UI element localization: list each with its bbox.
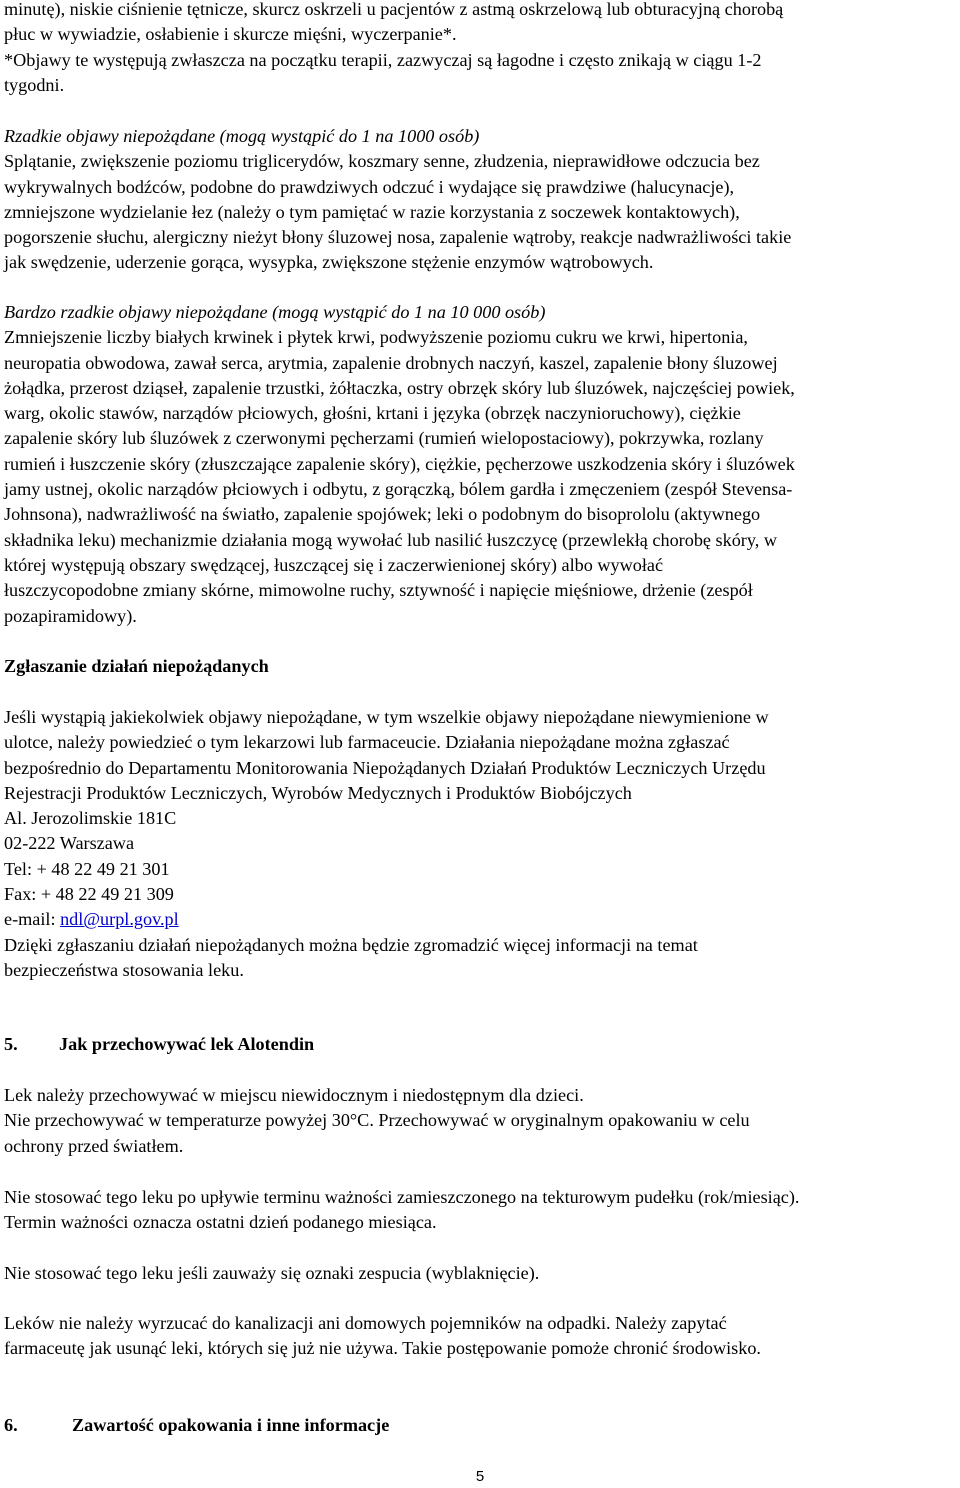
text-line: żołądka, przerost dziąseł, zapalenie trzustki, żółtaczka, ostry obrzęk skóry lub śluzówek, najczęściej powiek, bbox=[4, 377, 795, 398]
section-title: Zawartość opakowania i inne informacje bbox=[72, 1415, 390, 1435]
text-line: płuc w wywiadzie, osłabienie i skurcze mięśni, wyczerpanie*. bbox=[4, 24, 457, 45]
text-line: Leków nie należy wyrzucać do kanalizacji ani domowych pojemników na odpadki. Należy zapytać bbox=[4, 1313, 727, 1333]
text-line: łuszczycopodobne zmiany skórne, mimowolne ruchy, sztywność i napięcie mięśniowe, drżenie (zespół bbox=[4, 580, 753, 601]
text-line: Splątanie, zwiększenie poziomu triglicerydów, koszmary senne, złudzenia, nieprawidłowe odczucia bez bbox=[4, 151, 760, 172]
intro-continuation bbox=[4, 0, 783, 98]
text-line: minutę), niskie ciśnienie tętnicze, skurcz oskrzeli u pacjentów z astmą oskrzelową lub obturacyjną chorobą bbox=[4, 0, 784, 19]
email-line bbox=[4, 907, 769, 932]
text-line: Termin ważności oznacza ostatni dzień podanego miesiąca. bbox=[4, 1212, 437, 1233]
text-line: Nie przechowywać w temperaturze powyżej 30°C. Przechowywać w oryginalnym opakowaniu w celu bbox=[4, 1110, 750, 1131]
text-line: wykrywalnych bodźców, podobne do prawdziwych odczuć i wydające się prawdziwe (halucynacje), bbox=[4, 176, 735, 197]
storage-paragraph-3 bbox=[4, 1261, 539, 1286]
text-line: neuropatia obwodowa, zawał serca, arytmia, zapalenie drobnych naczyń, kaszel, zapalenie błony śluzowej bbox=[4, 352, 778, 373]
section-6-heading bbox=[4, 1413, 389, 1438]
text-line: Rejestracji Produktów Leczniczych, Wyrobów Medycznych i Produktów Biobójczych bbox=[4, 782, 632, 803]
phone-line: Tel: + 48 22 49 21 301 bbox=[4, 858, 170, 879]
storage-paragraph-2 bbox=[4, 1185, 799, 1236]
text-line: jamy ustnej, okolic narządów płciowych i odbytu, z gorączką, bólem gardła i zmęczeniem (zespół Stevensa- bbox=[4, 479, 793, 500]
text-line: Lek należy przechowywać w miejscu niewidocznym i niedostępnym dla dzieci. bbox=[4, 1085, 584, 1105]
text-line: *Objawy te występują zwłaszcza na początku terapii, zazwyczaj są łagodne i często znikają w ciągu 1-2 bbox=[4, 49, 762, 70]
storage-paragraph-1 bbox=[4, 1083, 750, 1159]
text-line: Nie stosować tego leku jeśli zauważy się oznaki zespucia (wyblaknięcie). bbox=[4, 1263, 540, 1283]
address-line: 02-222 Warszawa bbox=[4, 833, 135, 854]
reporting-section bbox=[4, 654, 269, 679]
rare-effects-section bbox=[4, 124, 791, 276]
fax-line: Fax: + 48 22 49 21 309 bbox=[4, 884, 174, 905]
storage-paragraph-4 bbox=[4, 1311, 761, 1362]
email-label: e-mail: bbox=[4, 909, 61, 930]
section-5-heading bbox=[4, 1032, 314, 1057]
text-line: Nie stosować tego leku po upływie terminu ważności zamieszczonego na tekturowym pudełku (rok/miesiąc). bbox=[4, 1187, 800, 1207]
text-line: Zmniejszenie liczby białych krwinek i płytek krwi, podwyższenie poziomu cukru we krwi, hipertonia, bbox=[4, 327, 748, 348]
section-title: Jak przechowywać lek Alotendin bbox=[59, 1034, 315, 1054]
section-number: 6. bbox=[4, 1415, 18, 1435]
text-line: której występują obszary swędzącej, łuszczącej się i zaczerwienionej skóry) albo wywołać bbox=[4, 554, 664, 575]
text-line: Dzięki zgłaszaniu działań niepożądanych można będzie zgromadzić więcej informacji na temat bbox=[4, 934, 698, 955]
page-number: 5 bbox=[475, 1468, 485, 1485]
text-line: Jeśli wystąpią jakiekolwiek objawy niepożądane, w tym wszelkie objawy niepożądane niewymienione w bbox=[4, 707, 769, 727]
reporting-heading: Zgłaszanie działań niepożądanych bbox=[4, 656, 269, 676]
text-line: rumień i łuszczenie skóry (złuszczające zapalenie skóry), ciężkie, pęcherzowe uszkodzenia skóry i śluzówek bbox=[4, 453, 795, 474]
text-line: Johnsona), nadwrażliwość na światło, zapalenie spojówek; leki o podobnym do bisoprololu (aktywnego bbox=[4, 504, 761, 525]
text-line: bezpośrednio do Departamentu Monitorowania Niepożądanych Działań Produktów Leczniczych Urzędu bbox=[4, 757, 766, 778]
text-line: pogorszenie słuchu, alergiczny nieżyt błony śluzowej nosa, zapalenie wątroby, reakcje nadwrażliwości takie bbox=[4, 227, 792, 248]
text-line: ulotce, należy powiedzieć o tym lekarzowi lub farmaceucie. Działania niepożądane można zgłaszać bbox=[4, 732, 730, 753]
text-line: warg, okolic stawów, narządów płciowych, głośni, krtani i języka (obrzęk naczynioruchowy), ciężkie bbox=[4, 403, 741, 424]
text-line: zapalenie skóry lub śluzówek z czerwonymi pęcherzami (rumień wielopostaciowy), pokrzywka, rozlany bbox=[4, 428, 764, 449]
text-line: składnika leku) mechanizmie działania mogą wywołać lub nasilić łuszczycę (przewlekłą chorobę skóry, w bbox=[4, 529, 778, 550]
text-line: tygodni. bbox=[4, 74, 65, 95]
text-line: ochrony przed światłem. bbox=[4, 1135, 184, 1156]
text-line: pozapiramidowy). bbox=[4, 605, 137, 626]
text-line: farmaceutę jak usunąć leki, których się już nie używa. Takie postępowanie pomoże chronić środowisko. bbox=[4, 1338, 761, 1359]
very-rare-effects-heading: Bardzo rzadkie objawy niepożądane (mogą wystąpić do 1 na 10 000 osób) bbox=[4, 302, 546, 322]
email-link[interactable]: ndl@urpl.gov.pl bbox=[60, 909, 179, 930]
address-line: Al. Jerozolimskie 181C bbox=[4, 808, 177, 829]
rare-effects-heading: Rzadkie objawy niepożądane (mogą wystąpić do 1 na 1000 osób) bbox=[4, 126, 480, 146]
section-number: 5. bbox=[4, 1034, 18, 1054]
text-line: bezpieczeństwa stosowania leku. bbox=[4, 959, 244, 980]
text-line: jak swędzenie, uderzenie gorąca, wysypka, zwiększone stężenie enzymów wątrobowych. bbox=[4, 252, 654, 273]
text-line: zmniejszone wydzielanie łez (należy o tym pamiętać w razie korzystania z soczewek kontaktowych), bbox=[4, 201, 740, 222]
very-rare-effects-section bbox=[4, 300, 795, 629]
reporting-body bbox=[4, 705, 769, 983]
